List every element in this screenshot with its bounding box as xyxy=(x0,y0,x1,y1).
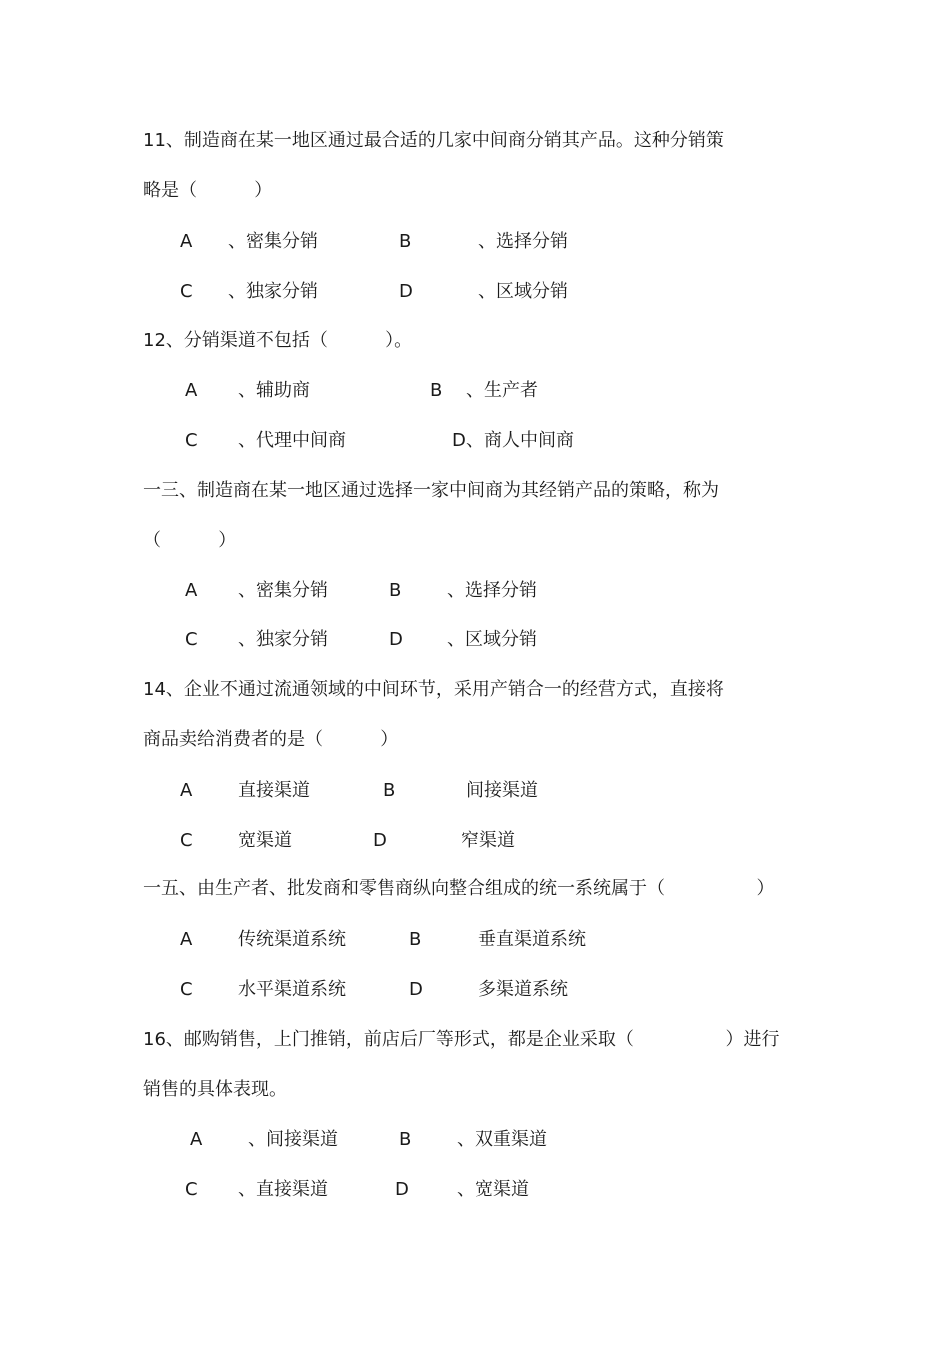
option-text: 、辅助商 xyxy=(238,380,310,401)
option-text: 、密集分销 xyxy=(238,580,328,601)
question-11-line-1: 11、制造商在某一地区通过最合适的几家中间商分销其产品。这种分销策 xyxy=(143,130,724,151)
question-12-line-1: 12、分销渠道不包括（ ）。 xyxy=(143,330,413,351)
option-text: 、商人中间商 xyxy=(466,430,574,451)
question-13-line-2: （ ） xyxy=(143,530,237,551)
option-text: 间接渠道 xyxy=(466,780,538,801)
option-text: 、直接渠道 xyxy=(238,1179,328,1200)
question-15-line-1: 一五、由生产者、批发商和零售商纵向整合组成的统一系统属于（ ） xyxy=(143,878,775,899)
option-text: 、选择分销 xyxy=(478,231,568,252)
option-text: 、区域分销 xyxy=(447,629,537,650)
option-letter: B xyxy=(383,780,396,801)
option-letter: D xyxy=(395,1179,409,1200)
option-text: 传统渠道系统 xyxy=(238,929,346,950)
option-text: 、选择分销 xyxy=(447,580,537,601)
option-text: 水平渠道系统 xyxy=(238,979,346,1000)
question-14-line-2: 商品卖给消费者的是（ ） xyxy=(143,729,399,750)
option-letter: A xyxy=(185,580,198,601)
option-text: 多渠道系统 xyxy=(478,979,568,1000)
option-letter: D xyxy=(389,629,403,650)
option-text: 直接渠道 xyxy=(238,780,310,801)
option-text: 、独家分销 xyxy=(238,629,328,650)
option-letter: D xyxy=(399,281,413,302)
option-text: 、密集分销 xyxy=(228,231,318,252)
option-text: 窄渠道 xyxy=(461,830,515,851)
option-letter: C xyxy=(185,430,198,451)
option-letter: C xyxy=(180,979,193,1000)
option-text: 垂直渠道系统 xyxy=(478,929,586,950)
option-letter: B xyxy=(399,1129,412,1150)
option-letter: C xyxy=(180,830,193,851)
option-letter: A xyxy=(180,231,193,252)
option-letter: C xyxy=(185,629,198,650)
option-letter: B xyxy=(409,929,422,950)
option-text: 、宽渠道 xyxy=(457,1179,529,1200)
option-letter: A xyxy=(185,380,198,401)
option-letter: B xyxy=(399,231,412,252)
option-letter: B xyxy=(389,580,402,601)
option-text: 、间接渠道 xyxy=(248,1129,338,1150)
option-letter: A xyxy=(180,929,193,950)
option-letter: D xyxy=(373,830,387,851)
option-letter: C xyxy=(180,281,193,302)
option-letter: B xyxy=(430,380,443,401)
option-letter: D xyxy=(452,430,466,451)
option-letter: D xyxy=(409,979,423,1000)
option-text: 、代理中间商 xyxy=(238,430,346,451)
option-text: 、生产者 xyxy=(466,380,538,401)
question-16-line-1: 16、邮购销售，上门推销，前店后厂等形式，都是企业采取（ ）进行 xyxy=(143,1029,780,1050)
question-13-line-1: 一三、制造商在某一地区通过选择一家中间商为其经销产品的策略，称为 xyxy=(143,480,719,501)
option-text: 、区域分销 xyxy=(478,281,568,302)
option-text: 宽渠道 xyxy=(238,830,292,851)
question-16-line-2: 销售的具体表现。 xyxy=(143,1079,287,1100)
option-letter: A xyxy=(180,780,193,801)
option-text: 、双重渠道 xyxy=(457,1129,547,1150)
option-letter: C xyxy=(185,1179,198,1200)
question-11-line-2: 略是（ ） xyxy=(143,180,273,201)
option-text: 、独家分销 xyxy=(228,281,318,302)
option-letter: A xyxy=(190,1129,203,1150)
question-14-line-1: 14、企业不通过流通领域的中间环节，采用产销合一的经营方式，直接将 xyxy=(143,679,724,700)
